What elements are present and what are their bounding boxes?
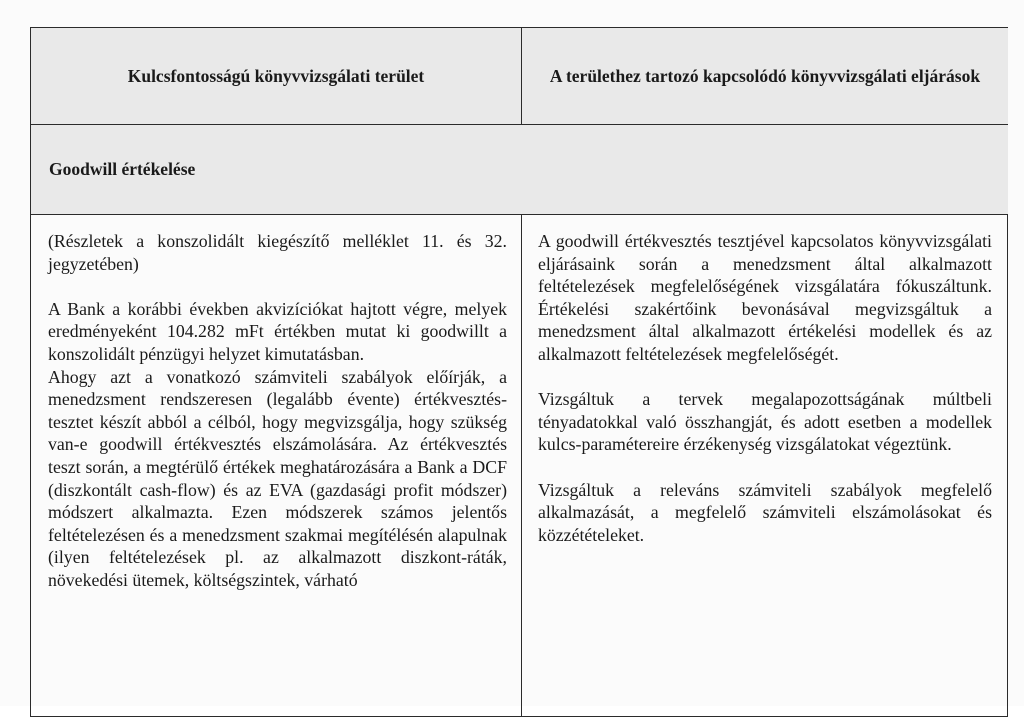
procedures-cell (522, 215, 1008, 716)
paragraph: A goodwill értékvesztés tesztjével kapcsolatos könyvvizsgálati eljárásaink során a menedzsment által alkalmazott feltételezések megfelelőségének vizsgálatára fókuszáltunk. Értékelési szakértőink bevonásával megvizsgáltuk a menedzsment által alkalmazott értékelési modellek és az alkalmazott feltételezések megfelelőségét. (538, 231, 992, 364)
header-audit-procedures (522, 28, 1008, 125)
paragraph: Vizsgáltuk a tervek megalapozottságának múltbeli tényadatokkal való összhangját, és adott esetben a modellek kulcs-paramétereire érzékenység vizsgálatokat végeztünk. (538, 389, 992, 455)
matter-description-cell (31, 215, 522, 716)
paragraph: (Részletek a konszolidált kiegészítő melléklet 11. és 32. jegyzetében) (48, 231, 507, 274)
section-row (31, 125, 1008, 215)
paragraph: Vizsgáltuk a releváns számviteli szabályok megfelelő alkalmazását, a megfelelő számviteli elszámolásokat és közzétételeket. (538, 479, 992, 545)
paragraph: A Bank a korábbi években akvizíciókat hajtott végre, melyek eredményeként 104.282 mFt értékben mutat ki goodwillt a konszolidált pénzügyi helyzet kimutatásban. (48, 298, 507, 364)
header-left-text: Kulcsfontosságú könyvvizsgálati terület (127, 65, 425, 86)
header-key-audit-matter (31, 28, 522, 125)
paragraph: Ahogy azt a vonatkozó számviteli szabályok előírják, a menedzsment rendszeresen (legalább évente) értékvesztés-tesztet készít abból a célból, hogy megvizsgálja, hogy szükség van-e goodwill értékvesztés elszámolására. Az értékvesztés teszt során, a megtérülő értékek meghatározására a Bank a DCF (diszkontált cash-flow) és az EVA (gazdasági profit módszer) módszert alkalmazta. Ezen módszerek számos jelentős feltételezésen és a menedzsment szakmai megítélésén alapulnak (ilyen feltételezések pl. az alkalmazott diszkont-ráták, növekedési ütemek, költségszintek, várható (48, 366, 507, 590)
audit-matter-table (30, 27, 1008, 717)
section-title: Goodwill értékelése (49, 159, 196, 179)
header-right-text: A területhez tartozó kapcsolódó könyvvizsgálati eljárások (549, 65, 981, 86)
